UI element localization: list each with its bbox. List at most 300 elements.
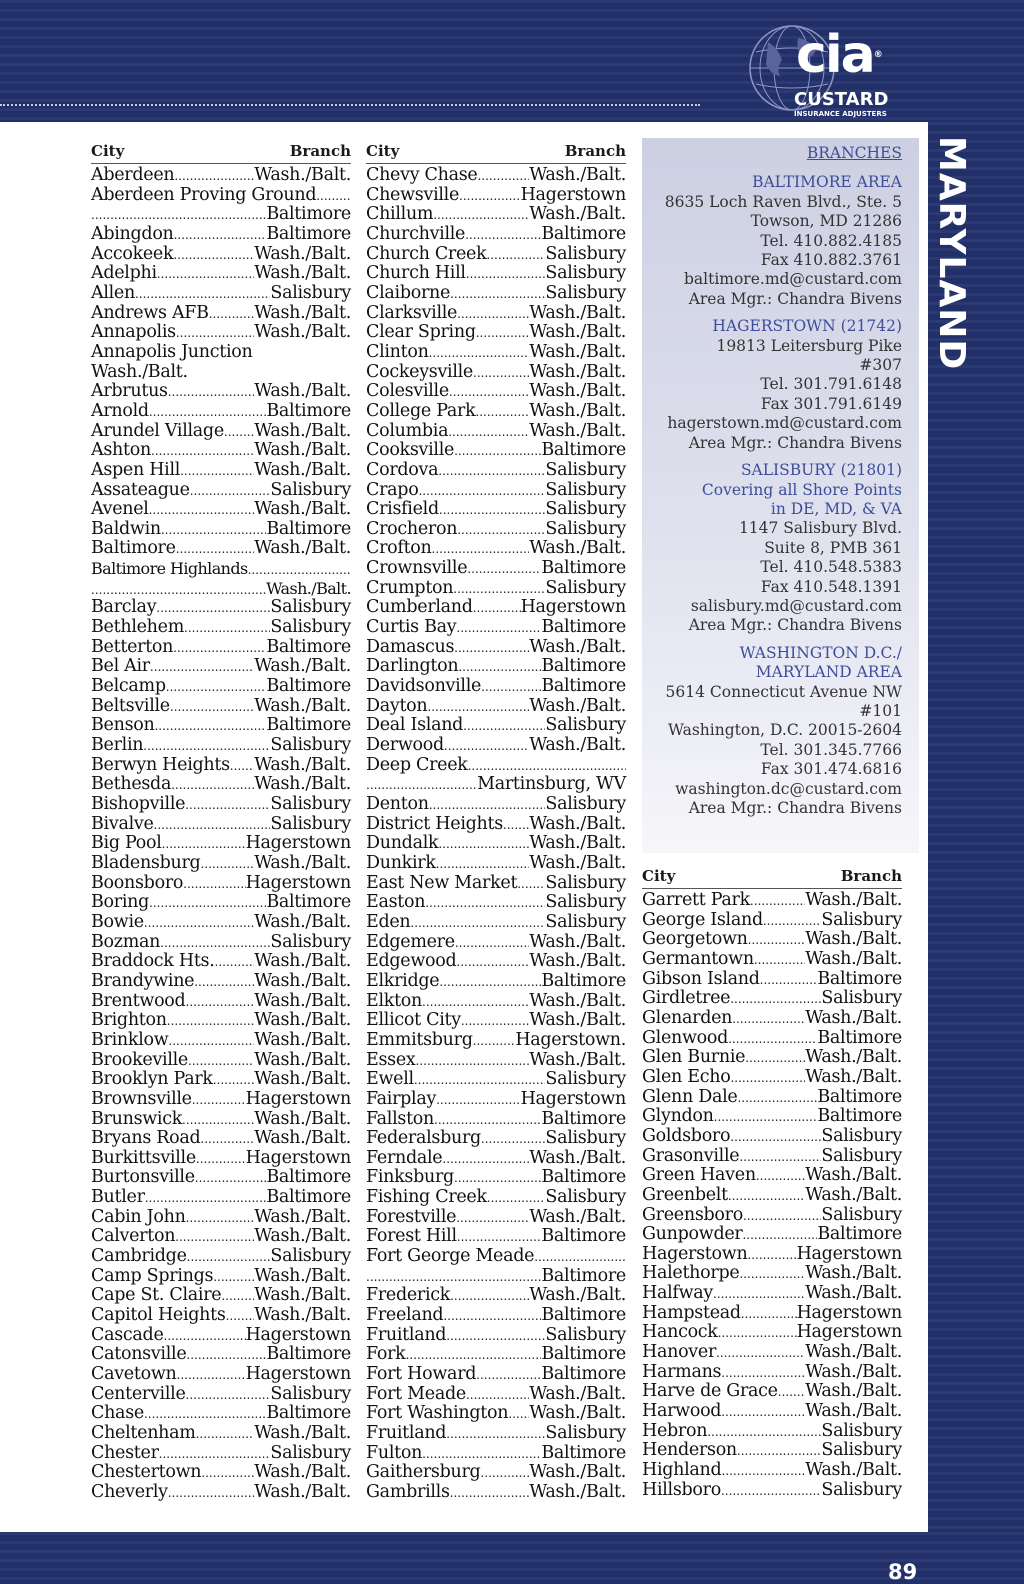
dot-leader [442, 1149, 529, 1170]
footer-band [0, 1532, 1024, 1584]
branch-name: Baltimore [541, 1442, 626, 1463]
dot-leader [449, 382, 529, 403]
branch-name: Wash./Balt. [805, 948, 902, 969]
dot-leader [151, 441, 254, 462]
branch-name: Salisbury [270, 813, 351, 834]
city-row [366, 1345, 626, 1365]
city-row [91, 972, 351, 992]
branch-name: Wash./Balt. [254, 774, 351, 795]
city-name: Essex [366, 1049, 416, 1070]
city-name: Chevy Chase [366, 165, 478, 185]
city-name: Fork [366, 1344, 406, 1365]
dot-leader [730, 1068, 805, 1089]
city-name: Baltimore [91, 538, 176, 559]
dot-leader [414, 1070, 546, 1091]
dot-leader [739, 1147, 821, 1168]
branch-header: Branch [840, 867, 902, 885]
city-name: Cheverly [91, 1481, 168, 1502]
branch-name: Wash./Balt. [254, 538, 351, 559]
branch-name: Salisbury [545, 243, 626, 264]
dot-leader [159, 1444, 271, 1465]
branch-name: Salisbury [545, 479, 626, 500]
branch-name: Baltimore [817, 1224, 902, 1245]
city-row [91, 992, 351, 1012]
dot-leader [463, 716, 545, 737]
branch-detail[interactable]: hagerstown.md@custard.com [667, 414, 902, 433]
dot-leader [180, 461, 254, 482]
city-name: Dundalk [366, 833, 439, 854]
dot-leader [224, 422, 254, 443]
city-row [91, 638, 351, 658]
dotted-rule [0, 104, 700, 106]
city-row [91, 264, 351, 284]
city-row: Annapolis Junction [91, 341, 253, 362]
dot-leader [739, 1264, 805, 1285]
dot-leader [187, 1247, 271, 1268]
dot-leader [741, 1304, 797, 1325]
city-row [642, 1422, 902, 1442]
branch-office [642, 644, 902, 819]
city-name: Fort Meade [366, 1383, 466, 1404]
dot-leader [429, 795, 546, 816]
branch-name: Martinsburg, WV [477, 774, 626, 795]
city-name: Highland [642, 1460, 722, 1481]
branch-name: Salisbury [270, 597, 351, 618]
branch-name: Salisbury [545, 1069, 626, 1090]
dot-leader [454, 1168, 541, 1189]
city-name: Burkittsville [91, 1147, 196, 1168]
city-name: Harve de Grace [642, 1381, 778, 1402]
branch-area-title: in DE, MD, & VA [770, 499, 902, 518]
city-row [366, 834, 626, 854]
city-row [91, 618, 351, 638]
dot-leader [171, 775, 254, 796]
dot-leader [186, 1385, 271, 1406]
dot-leader [149, 893, 266, 914]
branch-name: Wash./Balt. [529, 381, 626, 402]
city-row [91, 1463, 351, 1483]
city-name: Damascus [366, 636, 455, 657]
branch-office [642, 461, 902, 636]
city-row [642, 1363, 902, 1383]
city-name: Henderson [642, 1440, 737, 1461]
branch-name: Wash./Balt. [529, 951, 626, 972]
branch-name: Wash./Balt. [254, 263, 351, 284]
branch-detail[interactable]: salisbury.md@custard.com [690, 596, 902, 615]
dot-leader [149, 500, 255, 521]
city-row [366, 1168, 626, 1188]
branch-name: Baltimore [541, 1364, 626, 1385]
branch-name: Salisbury [545, 263, 626, 284]
city-row [366, 284, 626, 304]
dot-leader [473, 363, 529, 384]
branch-name: Salisbury [545, 282, 626, 303]
dot-leader [481, 1129, 545, 1150]
branch-name: Wash./Balt. [529, 1049, 626, 1070]
city-name: Boonsboro [91, 872, 184, 893]
city-name: East New Market [366, 872, 518, 893]
dot-leader [439, 972, 541, 993]
branch-name: Wash./Balt. [529, 636, 626, 657]
branch-name: Wash./Balt. [254, 1010, 351, 1031]
branch-name: Wash./Balt. [254, 656, 351, 677]
dot-leader [91, 205, 266, 226]
branch-name: Wash./Balt. [254, 420, 351, 441]
branch-detail: Tel. 410.548.5383 [760, 558, 902, 577]
dot-leader [453, 579, 545, 600]
city-row [91, 657, 351, 677]
branch-name: Wash./Balt. [529, 302, 626, 323]
city-name: Hampstead [642, 1302, 741, 1323]
branch-name: Baltimore [541, 1344, 626, 1365]
city-name: Gibson Island [642, 968, 760, 989]
branch-name: Hagerstown. [515, 1029, 626, 1050]
city-row [366, 382, 626, 402]
branch-name: Wash./Balt. [254, 1226, 351, 1247]
city-row [642, 1088, 902, 1108]
dot-leader [176, 539, 255, 560]
city-name: Bethlehem [91, 617, 184, 638]
dot-leader [366, 775, 477, 796]
city-row [366, 854, 626, 874]
branch-name: Wash./Balt. [529, 204, 626, 225]
city-row [91, 382, 351, 402]
branch-name: Salisbury [545, 1324, 626, 1345]
dot-leader [728, 1186, 805, 1207]
city-name: Harwood [642, 1401, 722, 1422]
city-name: Ashton [91, 440, 151, 461]
branch-name: Hagerstown [796, 1302, 902, 1323]
dot-leader [429, 343, 530, 364]
branch-name: Wash./Balt. [254, 970, 351, 991]
branch-name: Salisbury [821, 1125, 902, 1146]
city-name: Edgemere [366, 931, 455, 952]
dot-leader [461, 1011, 529, 1032]
city-row [366, 1463, 626, 1483]
city-row [91, 1444, 351, 1464]
city-row [366, 1090, 626, 1110]
dot-leader [456, 618, 541, 639]
city-row [366, 343, 626, 363]
city-row [366, 1365, 626, 1385]
city-name: Cooksville [366, 440, 455, 461]
branch-name: Hagerstown [520, 1088, 626, 1109]
branch-detail: 8635 Loch Raven Blvd., Ste. 5 [664, 192, 902, 211]
branch-name: Wash./Balt. [805, 1460, 902, 1481]
city-name: Deep Creek [366, 754, 468, 775]
city-row [366, 579, 626, 599]
branch-name: Salisbury [270, 1442, 351, 1463]
dot-leader [743, 1206, 821, 1227]
branch-name: Wash./Balt. [254, 1108, 351, 1129]
city-row [91, 1070, 351, 1090]
dot-leader [194, 972, 254, 993]
city-name: Braddock Hts. [91, 951, 215, 972]
branch-name: Wash./Balt. [254, 440, 351, 461]
branch-detail: 19813 Leitersburg Pike [716, 336, 902, 355]
city-row [91, 1326, 351, 1346]
dot-leader [135, 284, 270, 305]
city-name: Chase [91, 1403, 144, 1424]
branch-detail: Fax 410.548.1391 [760, 577, 902, 596]
dot-leader [476, 323, 529, 344]
city-name: Burtonsville [91, 1167, 195, 1188]
dot-leader [466, 1385, 529, 1406]
branch-name: Salisbury [545, 577, 626, 598]
branch-name: Hagerstown [245, 1088, 351, 1109]
city-header: City [366, 142, 400, 160]
city-row [366, 1404, 626, 1424]
column-header [642, 866, 902, 889]
city-name: Elkton [366, 990, 423, 1011]
branch-name: Baltimore [266, 715, 351, 736]
branch-name: Wash./Balt. [529, 538, 626, 559]
city-name: Federalsburg [366, 1128, 481, 1149]
city-row [366, 520, 626, 540]
city-row [642, 1206, 902, 1226]
city-name: Crapo [366, 479, 419, 500]
dot-leader [730, 989, 821, 1010]
dot-leader [166, 677, 267, 698]
branch-name: Wash./Balt. [254, 243, 351, 264]
city-row [366, 1247, 626, 1267]
city-row [91, 697, 351, 717]
branch-name: Wash./Balt. [529, 1147, 626, 1168]
city-name: Cordova [366, 459, 439, 480]
branch-name: Salisbury [270, 1246, 351, 1267]
branch-name: Hagerstown [245, 1324, 351, 1345]
city-row [91, 913, 351, 933]
branch-name: Wash./Balt. [254, 951, 351, 972]
city-row [91, 1208, 351, 1228]
city-name: Claiborne [366, 282, 451, 303]
branch-detail: 1147 Salisbury Blvd. [738, 519, 902, 538]
branch-name: Wash./Balt. [529, 420, 626, 441]
branch-name: Wash./Balt. [529, 322, 626, 343]
branch-name: Wash./Balt. [805, 1007, 902, 1028]
branch-name: Wash./Balt. [254, 695, 351, 716]
city-row [91, 716, 351, 736]
city-name: Crocheron [366, 518, 458, 539]
entry-list [366, 166, 626, 1503]
dot-leader [221, 1286, 254, 1307]
city-row [366, 1385, 626, 1405]
branch-name: Wash./Balt. [254, 1069, 351, 1090]
branch-name: Wash./Balt. [254, 1029, 351, 1050]
city-name: Edgewood [366, 951, 457, 972]
city-row [642, 1402, 902, 1422]
branch-detail: Area Mgr.: Chandra Bivens [688, 799, 902, 817]
city-row [366, 186, 626, 206]
city-name: College Park [366, 400, 476, 421]
city-row [642, 1343, 902, 1363]
dot-leader [450, 284, 545, 305]
branch-detail: Washington, D.C. 20015-2604 [668, 721, 902, 740]
city-name: Brooklyn Park [91, 1069, 213, 1090]
branch-detail: Area Mgr.: Chandra Bivens [688, 616, 902, 635]
city-row [366, 1483, 626, 1503]
city-name: Ellicot City [366, 1010, 461, 1031]
dot-leader [213, 1267, 254, 1288]
city-row [91, 559, 351, 579]
city-name: Grasonville [642, 1145, 740, 1166]
city-name: Bishopville [91, 794, 186, 814]
dot-leader [503, 815, 529, 836]
dot-leader [721, 1402, 805, 1423]
city-name: Berlin [91, 735, 144, 756]
city-name: Fort Howard [366, 1364, 477, 1385]
logo-tagline: INSURANCE ADJUSTERS [794, 110, 887, 118]
city-row [366, 1031, 626, 1051]
dot-leader [195, 1168, 267, 1189]
city-name: Clarksville [366, 302, 458, 323]
branch-name: Baltimore [541, 656, 626, 677]
dot-leader [456, 952, 529, 973]
city-row [366, 1326, 626, 1346]
dot-leader [160, 933, 270, 954]
branch-name: Baltimore [541, 1265, 626, 1286]
city-row [91, 1129, 351, 1149]
city-name: Church Creek [366, 243, 487, 264]
city-name: Chestertown [91, 1462, 202, 1483]
branch-name: Salisbury [821, 909, 902, 930]
branch-detail: #101 [859, 701, 902, 720]
city-name: Calverton [91, 1226, 176, 1247]
city-name: Fruitland [366, 1324, 447, 1345]
dot-leader [176, 323, 254, 344]
city-row [91, 205, 351, 225]
branch-name: Baltimore [266, 676, 351, 697]
city-row [366, 166, 626, 186]
city-row [91, 1385, 351, 1405]
dot-leader [432, 539, 530, 560]
city-name: Brookeville [91, 1049, 188, 1070]
city-row [642, 1127, 902, 1147]
city-name: Frederick [366, 1285, 451, 1306]
city-name: Crofton [366, 538, 432, 559]
city-row [91, 225, 351, 245]
city-row [366, 992, 626, 1012]
city-row [91, 1051, 351, 1071]
branch-name: Salisbury [545, 794, 626, 814]
branch-detail[interactable]: washington.dc@custard.com [675, 779, 902, 798]
dot-leader [456, 1208, 529, 1229]
branch-name: Wash./Balt. [529, 341, 626, 362]
city-name: Halfway [642, 1283, 713, 1304]
branch-name: Salisbury [545, 715, 626, 736]
branch-name: Wash./Balt. [529, 1010, 626, 1031]
branch-name: Hagerstown [520, 597, 626, 618]
city-name: Cabin John [91, 1206, 186, 1227]
city-row [91, 795, 351, 815]
dot-leader [517, 874, 545, 895]
branch-name: Wash./Balt. [254, 1481, 351, 1502]
city-name: Centerville [91, 1383, 186, 1404]
city-name: Dayton [366, 695, 428, 716]
branch-name: Baltimore [266, 1344, 351, 1365]
branch-detail[interactable]: baltimore.md@custard.com [683, 270, 902, 289]
branch-name: Wash./Balt. [529, 833, 626, 854]
city-row [91, 1247, 351, 1267]
city-row [642, 1382, 902, 1402]
city-name: Clinton [366, 341, 429, 362]
dot-leader [168, 1031, 254, 1052]
branch-name: Salisbury [270, 931, 351, 952]
city-name: Fort George Meade [366, 1246, 535, 1267]
city-name: Aberdeen [91, 165, 175, 185]
branch-name: Wash./Balt. [529, 361, 626, 382]
city-name: Bivalve [91, 813, 154, 834]
branch-name: Salisbury [545, 518, 626, 539]
city-name: Arnold [91, 400, 149, 421]
branch-name: Salisbury [821, 1440, 902, 1461]
dot-leader [168, 382, 254, 403]
branch-name: Baltimore [266, 223, 351, 244]
city-row [91, 1149, 351, 1169]
city-row [366, 736, 626, 756]
branch-detail: Towson, MD 21286 [750, 212, 902, 231]
city-name: Arbrutus [91, 381, 168, 402]
dot-leader [732, 1009, 805, 1030]
branch-name: Hagerstown [520, 184, 626, 205]
city-name: Berwyn Heights [91, 754, 230, 775]
city-name: Cascade [91, 1324, 164, 1345]
branch-name: Wash./Balt. [254, 302, 351, 323]
city-name: Fulton [366, 1442, 423, 1463]
city-name: Assateague [91, 479, 190, 500]
city-row [366, 500, 626, 520]
city-name: Crumpton [366, 577, 454, 598]
city-name: Cheltenham [91, 1423, 196, 1443]
city-name: Betterton [91, 636, 174, 657]
city-row [366, 205, 626, 225]
city-name: Capitol Heights [91, 1305, 226, 1326]
dot-leader [164, 1326, 246, 1347]
city-column-1 [91, 141, 351, 1503]
branch-name: Baltimore [817, 1027, 902, 1048]
dot-leader [196, 1149, 246, 1170]
city-name: Allen [91, 282, 135, 303]
city-row [366, 264, 626, 284]
dot-leader [427, 697, 529, 718]
dot-leader [168, 1483, 254, 1504]
dot-leader [444, 736, 529, 757]
branch-name: Wash./Balt. [254, 1462, 351, 1483]
branches-header[interactable]: BRANCHES [806, 144, 902, 162]
dot-leader [410, 913, 545, 934]
city-row [366, 1444, 626, 1464]
dot-leader [192, 1090, 246, 1111]
branch-name: Baltimore [541, 1167, 626, 1188]
dot-leader [487, 1188, 546, 1209]
city-name: Gunpowder [642, 1224, 743, 1245]
city-row [91, 677, 351, 697]
branch-detail: Tel. 410.882.4185 [760, 231, 902, 250]
branch-name: Wash./Balt. [529, 931, 626, 952]
city-row [91, 1110, 351, 1130]
city-row [91, 1404, 351, 1424]
city-name: Fruitland [366, 1423, 447, 1443]
dot-leader [436, 1090, 521, 1111]
city-name: Dunkirk [366, 852, 436, 873]
dot-leader [747, 1245, 796, 1266]
dot-leader [446, 1326, 545, 1347]
branch-name: Hagerstown [796, 1243, 902, 1264]
city-row [91, 1168, 351, 1188]
dot-leader [446, 1424, 545, 1445]
branch-name: Salisbury [270, 282, 351, 303]
branch-name: Wash./Balt. [529, 1206, 626, 1227]
